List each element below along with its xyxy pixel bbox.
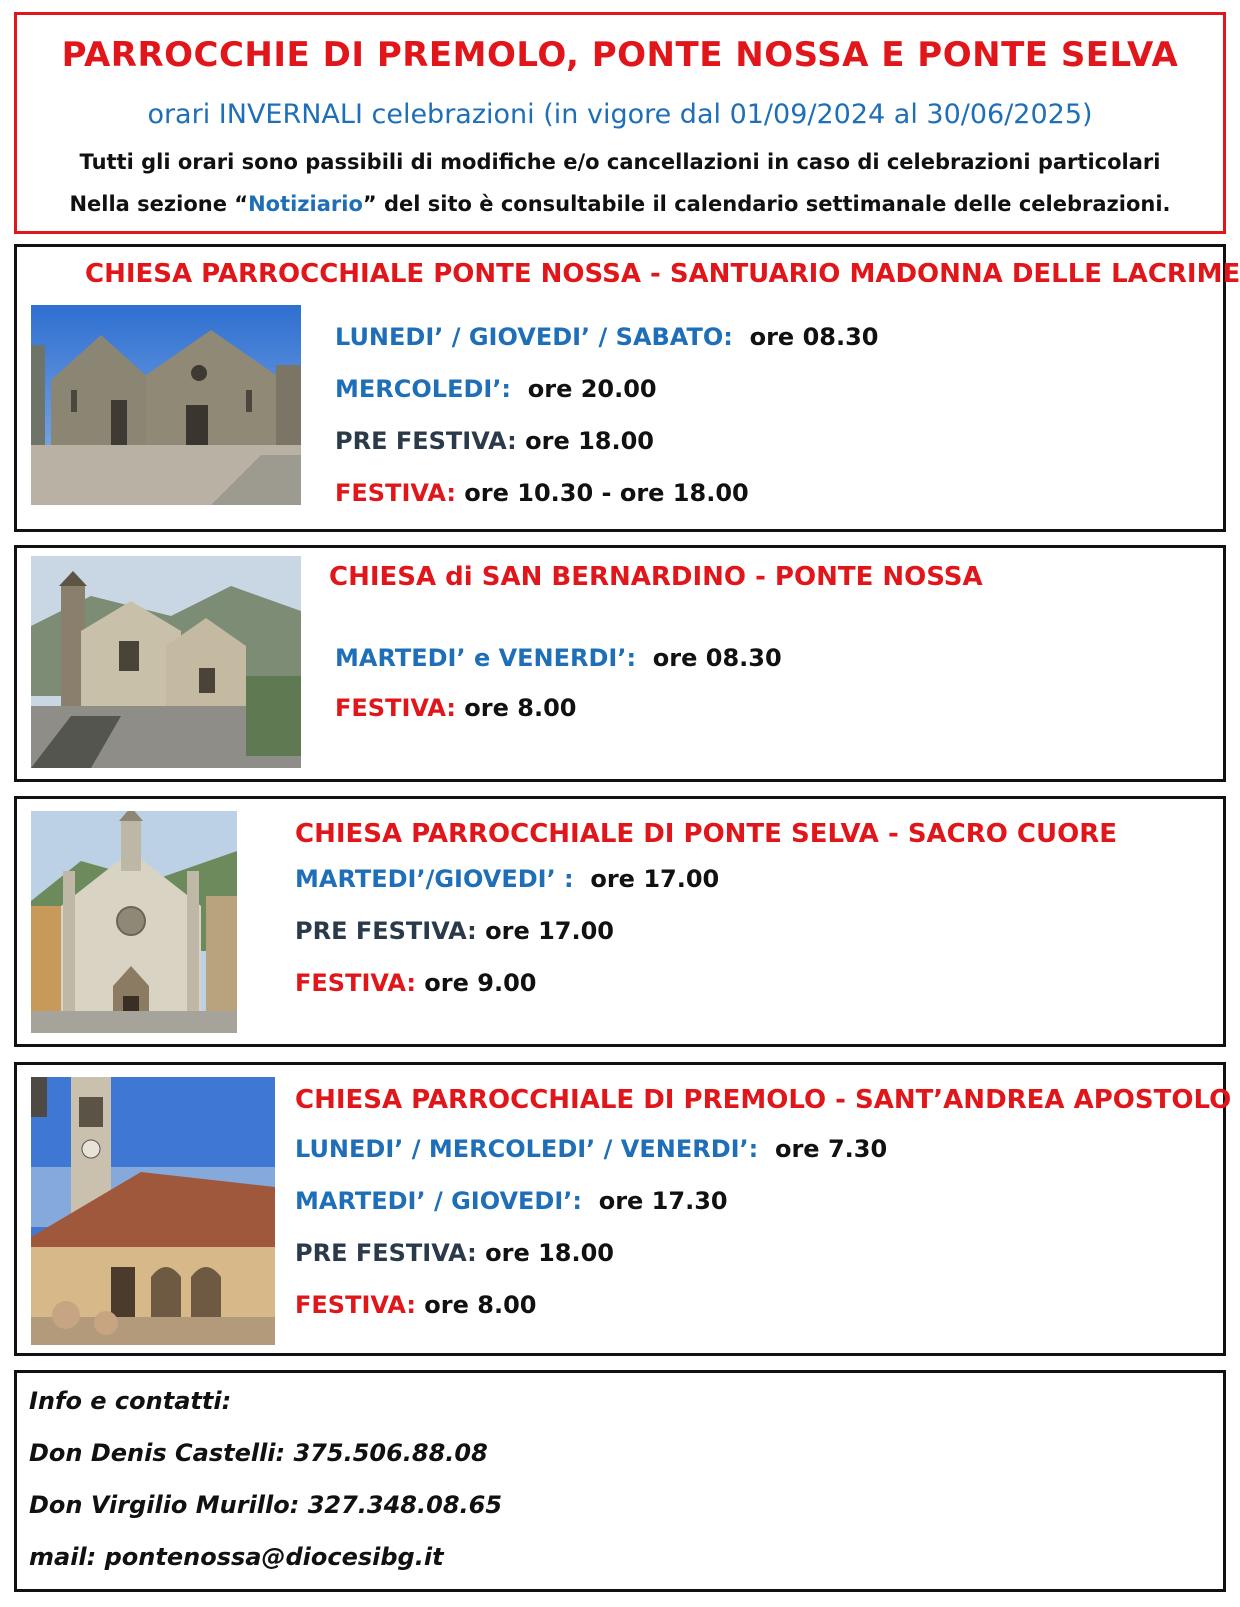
church-title: CHIESA PARROCCHIALE DI PONTE SELVA - SACRO CUORE	[295, 819, 1118, 849]
church-title: CHIESA PARROCCHIALE PONTE NOSSA - SANTUARIO MADONNA DELLE LACRIME	[85, 259, 1240, 289]
info-heading: Info e contatti:	[29, 1387, 232, 1415]
contact-info-box	[14, 1370, 1226, 1592]
schedule-row: FESTIVA: ore 9.00	[295, 969, 537, 997]
disclaimer-note: Tutti gli orari sono passibili di modifiche e/o cancellazioni in caso di celebrazioni particolari	[79, 150, 1161, 174]
schedule-row: FESTIVA: ore 8.00	[335, 694, 577, 722]
schedule-row: LUNEDI’ / GIOVEDI’ / SABATO: ore 08.30	[335, 323, 879, 351]
church-card-premolo	[14, 1062, 1232, 1356]
contact-phone-castelli: Don Denis Castelli: 375.506.88.08	[29, 1439, 488, 1467]
contact-email[interactable]: mail: pontenossa@diocesibg.it	[29, 1543, 444, 1571]
schedule-row: MARTEDI’/GIOVEDI’ : ore 17.00	[295, 865, 720, 893]
schedule-row: PRE FESTIVA: ore 18.00	[335, 427, 654, 455]
schedule-row: MARTEDI’ / GIOVEDI’: ore 17.30	[295, 1187, 728, 1215]
schedule-row: FESTIVA: ore 8.00	[295, 1291, 537, 1319]
notiziario-link[interactable]: Notiziario	[248, 192, 363, 216]
page-title: PARROCCHIE DI PREMOLO, PONTE NOSSA E PONTE SELVA	[61, 35, 1179, 75]
church-photo	[31, 1077, 275, 1345]
schedule-row: FESTIVA: ore 10.30 - ore 18.00	[335, 479, 749, 507]
schedule-row: PRE FESTIVA: ore 18.00	[295, 1239, 614, 1267]
church-title: CHIESA PARROCCHIALE DI PREMOLO - SANT’ANDREA APOSTOLO	[295, 1085, 1232, 1115]
church-photo	[31, 811, 237, 1033]
schedule-row: LUNEDI’ / MERCOLEDI’ / VENERDI’: ore 7.30	[295, 1135, 888, 1163]
church-photo	[31, 556, 301, 768]
schedule-subtitle: orari INVERNALI celebrazioni (in vigore dal 01/09/2024 al 30/06/2025)	[147, 99, 1093, 130]
church-photo	[31, 305, 301, 505]
header-box	[14, 12, 1226, 234]
schedule-row: MERCOLEDI’: ore 20.00	[335, 375, 657, 403]
schedule-row: PRE FESTIVA: ore 17.00	[295, 917, 614, 945]
church-card-ponte-selva	[14, 796, 1226, 1047]
contact-phone-murillo: Don Virgilio Murillo: 327.348.08.65	[29, 1491, 503, 1519]
church-card-ponte-nossa	[14, 244, 1240, 532]
church-title: CHIESA di SAN BERNARDINO - PONTE NOSSA	[329, 562, 983, 592]
newsletter-note: Nella sezione “Notiziario” del sito è consultabile il calendario settimanale delle celebrazioni.	[69, 192, 1171, 216]
schedule-row: MARTEDI’ e VENERDI’: ore 08.30	[335, 644, 782, 672]
church-card-san-bernardino	[14, 545, 1226, 782]
